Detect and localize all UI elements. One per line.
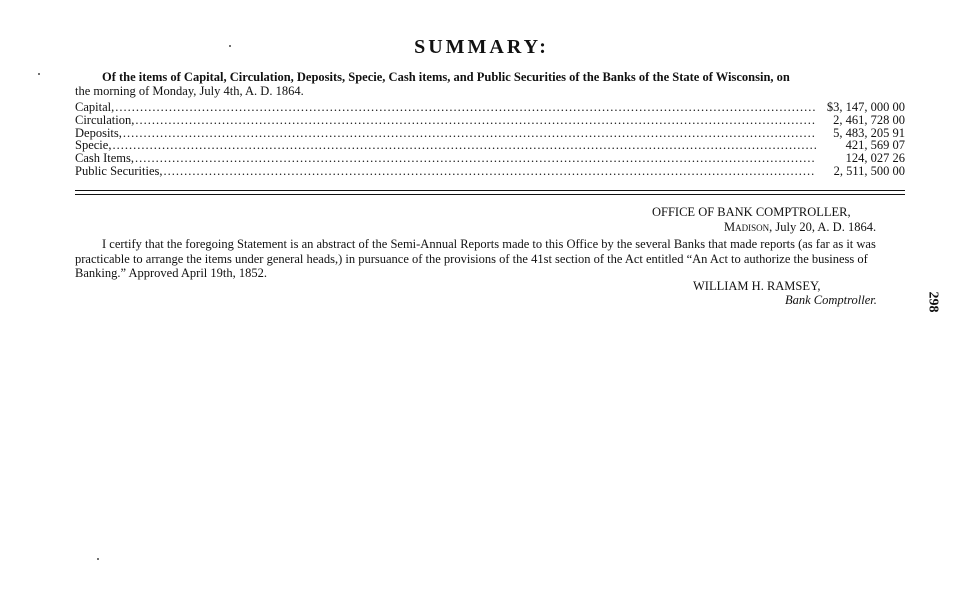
divider-rule [75, 194, 905, 195]
intro-line-2: the morning of Monday, July 4th, A. D. 1864. [75, 84, 304, 98]
row-label: Public Securities, [75, 163, 163, 178]
summary-table [75, 101, 905, 178]
row-label: Capital, [75, 100, 115, 114]
summary-row-public-securities [75, 165, 905, 178]
row-label: Cash Items, [75, 151, 135, 166]
row-label: Circulation, [75, 112, 135, 127]
print-speck [38, 73, 40, 75]
dateline [724, 220, 876, 234]
row-label: Specie, [75, 138, 112, 153]
signer-title: Bank Comptroller. [785, 293, 877, 307]
signer-name: WILLIAM H. RAMSEY, [693, 279, 821, 293]
summary-row-circulation [75, 114, 905, 127]
office-heading: OFFICE OF BANK COMPTROLLER, [652, 205, 851, 219]
dot-leader [135, 114, 816, 127]
certification-paragraph: I certify that the foregoing Statement is an abstract of the Semi-Annual Reports made to this Office by the several Banks that made reports (as far as it was practicable to arrange the items under general heads,) in pursuance of the provisions of the 41st section of the Act entitled “An Act to authorize the business of Banking.” Approved April 19th, 1852. [75, 237, 876, 280]
page-title: SUMMARY: [414, 36, 549, 58]
summary-row-specie [75, 139, 905, 152]
row-amount: 421, 569 07 [845, 138, 905, 153]
row-amount: 5, 483, 205 91 [833, 125, 905, 140]
row-label: Deposits, [75, 125, 122, 140]
summary-row-deposits [75, 127, 905, 140]
dateline-date: , July 20, A. D. 1864. [769, 220, 877, 234]
intro-line-1: Of the items of Capital, Circulation, Deposits, Specie, Cash items, and Public Securities of the Banks of the State of Wisconsin, on [102, 70, 790, 84]
row-amount: $3, 147, 000 00 [826, 100, 905, 114]
row-amount: 2, 511, 500 00 [833, 163, 905, 178]
dateline-place: Madison [724, 220, 770, 234]
dot-leader [112, 139, 816, 152]
row-amount: 2, 461, 728 00 [833, 112, 905, 127]
summary-row-capital [75, 101, 905, 114]
print-speck [229, 45, 231, 47]
divider-rule [75, 190, 905, 191]
dot-leader [115, 101, 816, 114]
dot-leader [164, 165, 817, 178]
print-speck [97, 558, 99, 560]
dot-leader [135, 152, 816, 165]
page-number: 298 [925, 291, 941, 313]
intro-paragraph [75, 70, 905, 98]
dot-leader [123, 127, 816, 140]
summary-row-cash-items [75, 152, 905, 165]
row-amount: 124, 027 26 [845, 151, 905, 166]
